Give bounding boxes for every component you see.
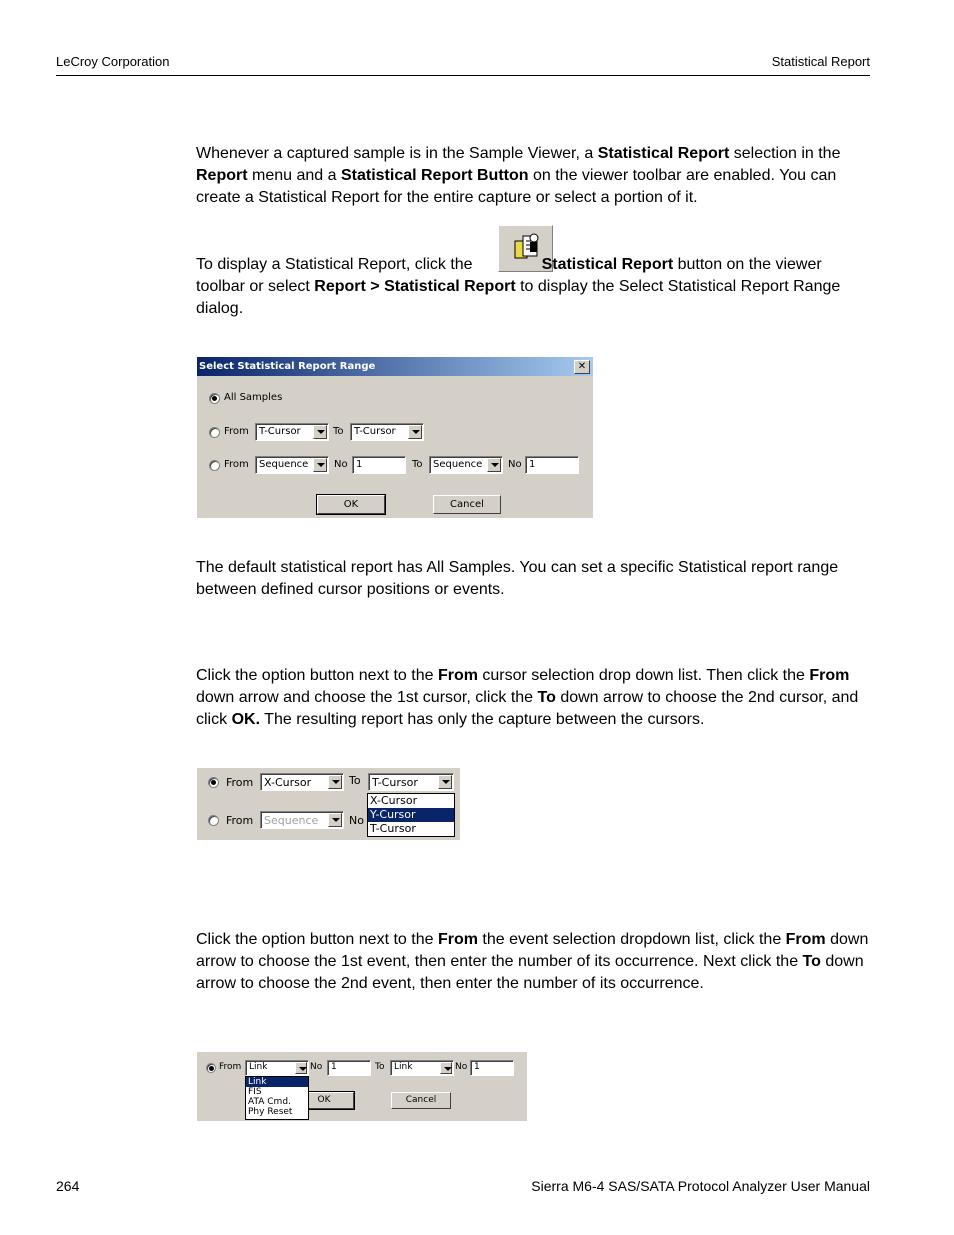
cancel-button[interactable]: Cancel xyxy=(391,1092,451,1109)
from-event-select: Sequence xyxy=(260,811,344,829)
from-label: From xyxy=(224,459,249,470)
paragraph-event: Click the option button next to the From the event selection dropdown list, click the From down arrow to choose the 1st event, then enter the number of its occurrence. Next click the To down arrow to choose the 2nd event, then enter the number of its occurrence. xyxy=(196,931,869,992)
event-dropdown-list[interactable] xyxy=(245,1076,309,1120)
chevron-down-icon[interactable] xyxy=(328,775,342,789)
page-number: 264 xyxy=(56,1178,80,1194)
no-label: No xyxy=(334,459,348,470)
from-label: From xyxy=(219,1062,242,1072)
from-event-radio[interactable] xyxy=(208,815,219,826)
paragraph-intro: Whenever a captured sample is in the Sample Viewer, a Statistical Report selection in the Report menu and a Statistical Report Button on the viewer toolbar are enabled. You can create a Statistical Report for the entire capture or select a portion of it. xyxy=(196,145,841,206)
chevron-down-icon[interactable] xyxy=(408,425,422,439)
from-event-select[interactable]: Sequence xyxy=(255,456,329,474)
from-cursor-radio[interactable] xyxy=(209,427,220,438)
no-label: No xyxy=(455,1062,468,1072)
list-item[interactable]: Link xyxy=(246,1077,308,1087)
list-item[interactable]: Y-Cursor xyxy=(368,808,454,822)
paragraph-display: To display a Statistical Report, click the Statistical Report button on the viewer toolbar or select Report > Statistical Report to display the Select Statistical Report Range dialog. xyxy=(196,256,841,317)
select-range-dialog xyxy=(197,357,593,518)
list-item[interactable]: X-Cursor xyxy=(370,794,418,807)
header-rule xyxy=(56,75,870,76)
from-cursor-select[interactable]: X-Cursor xyxy=(260,773,344,791)
no-label: No xyxy=(349,814,364,827)
to-label: To xyxy=(375,1062,385,1072)
to-event-select[interactable]: Sequence xyxy=(429,456,503,474)
list-item[interactable]: T-Cursor xyxy=(370,822,416,835)
list-item[interactable]: ATA Cmd. xyxy=(248,1097,291,1107)
from-event-radio[interactable] xyxy=(206,1063,216,1073)
from-event-radio[interactable] xyxy=(209,460,220,471)
from-event-select[interactable]: Link xyxy=(245,1060,309,1076)
ok-button[interactable]: OK xyxy=(317,495,385,514)
event-range-example xyxy=(197,1052,527,1121)
no-label: No xyxy=(508,459,522,470)
manual-title: Sierra M6-4 SAS/SATA Protocol Analyzer User Manual xyxy=(531,1178,870,1194)
no-label: No xyxy=(310,1062,323,1072)
cursor-range-example xyxy=(197,768,460,840)
to-label: To xyxy=(412,459,423,470)
all-samples-radio[interactable] xyxy=(209,393,220,404)
close-button[interactable]: ✕ xyxy=(574,360,590,374)
chevron-down-icon[interactable] xyxy=(438,775,452,789)
all-samples-label: All Samples xyxy=(224,392,283,403)
chevron-down-icon[interactable] xyxy=(295,1062,307,1074)
from-label: From xyxy=(226,814,254,827)
list-item[interactable]: Phy Reset xyxy=(248,1107,293,1117)
to-no-input[interactable]: 1 xyxy=(525,456,579,474)
from-label: From xyxy=(224,426,249,437)
chevron-down-icon[interactable] xyxy=(487,458,501,472)
chevron-down-icon[interactable] xyxy=(313,458,327,472)
from-no-input[interactable]: 1 xyxy=(327,1060,371,1076)
header-company: LeCroy Corporation xyxy=(56,54,170,69)
dialog-title: Select Statistical Report Range xyxy=(197,357,593,376)
from-no-input[interactable]: 1 xyxy=(352,456,406,474)
list-item[interactable]: FIS xyxy=(248,1087,262,1097)
from-label: From xyxy=(226,776,254,789)
to-label: To xyxy=(349,774,361,787)
paragraph-default: The default statistical report has All Samples. You can set a specific Statistical report range between defined cursor positions or events. xyxy=(196,559,839,598)
from-cursor-select[interactable]: T-Cursor xyxy=(255,423,329,441)
paragraph-cursor: Click the option button next to the From cursor selection drop down list. Then click the From down arrow and choose the 1st cursor, click the To down arrow to choose the 2nd cursor, and click OK. The resulting report has only the capture between the cursors. xyxy=(196,667,859,728)
cursor-dropdown-list[interactable] xyxy=(367,793,455,837)
to-event-select[interactable]: Link xyxy=(390,1060,454,1076)
from-cursor-radio[interactable] xyxy=(208,777,219,788)
chevron-down-icon[interactable] xyxy=(440,1062,452,1074)
to-cursor-select[interactable]: T-Cursor xyxy=(350,423,424,441)
to-label: To xyxy=(333,426,344,437)
chevron-down-icon xyxy=(328,813,342,827)
ok-button[interactable]: OK xyxy=(294,1092,354,1109)
to-no-input[interactable]: 1 xyxy=(470,1060,514,1076)
cancel-button[interactable]: Cancel xyxy=(433,495,501,514)
chevron-down-icon[interactable] xyxy=(313,425,327,439)
to-cursor-select[interactable]: T-Cursor xyxy=(368,773,454,791)
header-section: Statistical Report xyxy=(771,54,870,69)
